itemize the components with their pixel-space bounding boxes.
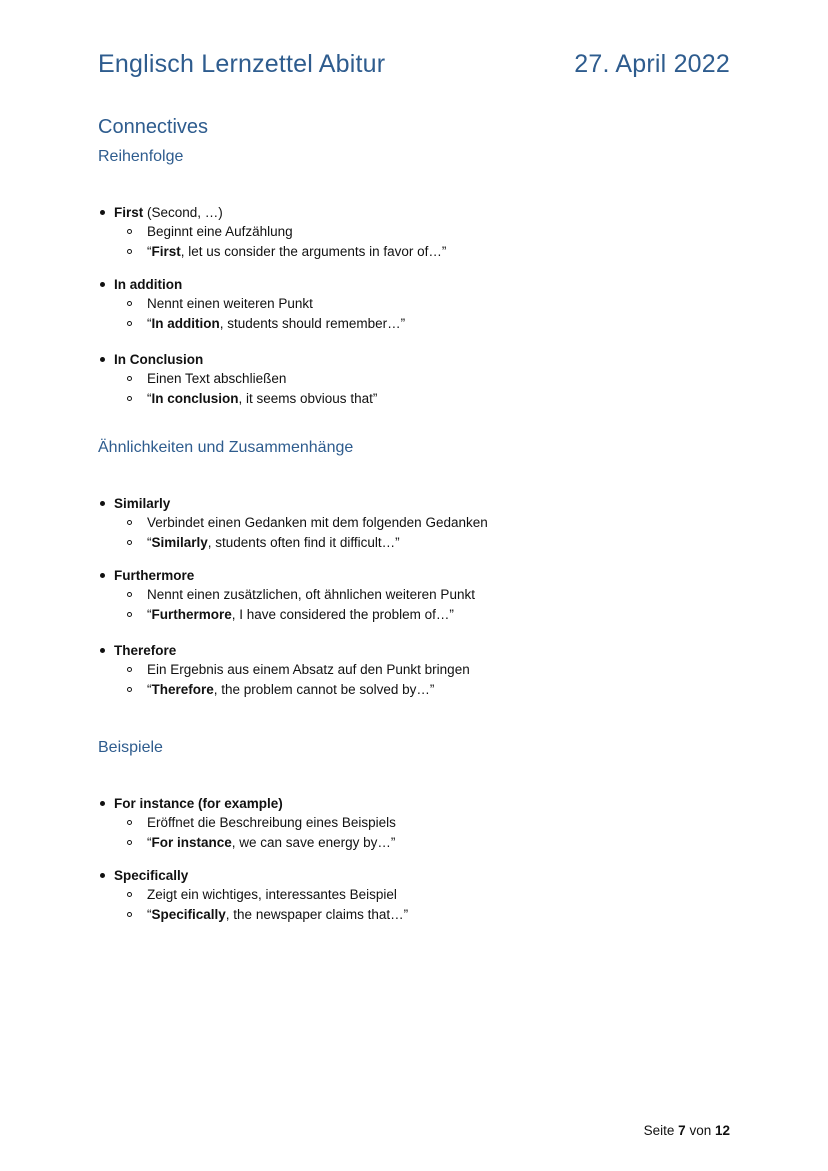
bullet-term: Furthermore — [98, 566, 738, 585]
example: “In conclusion, it seems obvious that” — [98, 389, 738, 409]
entry-similarly — [98, 494, 738, 552]
entry-first — [98, 203, 738, 261]
definition: Zeigt ein wichtiges, interessantes Beispiel — [98, 885, 738, 905]
entry-specifically — [98, 866, 738, 924]
example: “Similarly, students often find it difficult…” — [98, 533, 738, 553]
definition: Nennt einen weiteren Punkt — [98, 294, 738, 314]
entry-in-addition — [98, 275, 738, 333]
definition: Einen Text abschließen — [98, 369, 738, 389]
example: “For instance, we can save energy by…” — [98, 833, 738, 853]
document-date: 27. April 2022 — [574, 50, 730, 78]
entry-in-conclusion — [98, 350, 738, 408]
example: “Specifically, the newspaper claims that…” — [98, 905, 738, 925]
definition: Beginnt eine Aufzählung — [98, 222, 738, 242]
definition: Ein Ergebnis aus einem Absatz auf den Punkt bringen — [98, 660, 738, 680]
bullet-term: First (Second, …) — [98, 203, 738, 222]
entry-furthermore — [98, 566, 738, 624]
page-header — [98, 50, 730, 79]
heading-connectives: Connectives — [98, 116, 209, 138]
bullet-term: For instance (for example) — [98, 794, 738, 813]
definition: Eröffnet die Beschreibung eines Beispiels — [98, 813, 738, 833]
document-title: Englisch Lernzettel Abitur — [98, 50, 386, 78]
example: “In addition, students should remember…” — [98, 314, 738, 334]
bullet-term: In Conclusion — [98, 350, 738, 369]
entry-therefore — [98, 641, 738, 699]
bullet-term: Similarly — [98, 494, 738, 513]
page-number: Seite 7 von 12 — [643, 1123, 730, 1138]
definition: Verbindet einen Gedanken mit dem folgenden Gedanken — [98, 513, 738, 533]
section-heading-aehnlichkeiten: Ähnlichkeiten und Zusammenhänge — [98, 439, 354, 456]
bullet-term: Therefore — [98, 641, 738, 660]
example: “First, let us consider the arguments in favor of…” — [98, 242, 738, 262]
section-heading-reihenfolge: Reihenfolge — [98, 148, 184, 165]
entry-for-instance — [98, 794, 738, 852]
bullet-term: In addition — [98, 275, 738, 294]
bullet-term: Specifically — [98, 866, 738, 885]
definition: Nennt einen zusätzlichen, oft ähnlichen weiteren Punkt — [98, 585, 738, 605]
example: “Therefore, the problem cannot be solved by…” — [98, 680, 738, 700]
example: “Furthermore, I have considered the problem of…” — [98, 605, 738, 625]
section-heading-beispiele: Beispiele — [98, 739, 163, 756]
